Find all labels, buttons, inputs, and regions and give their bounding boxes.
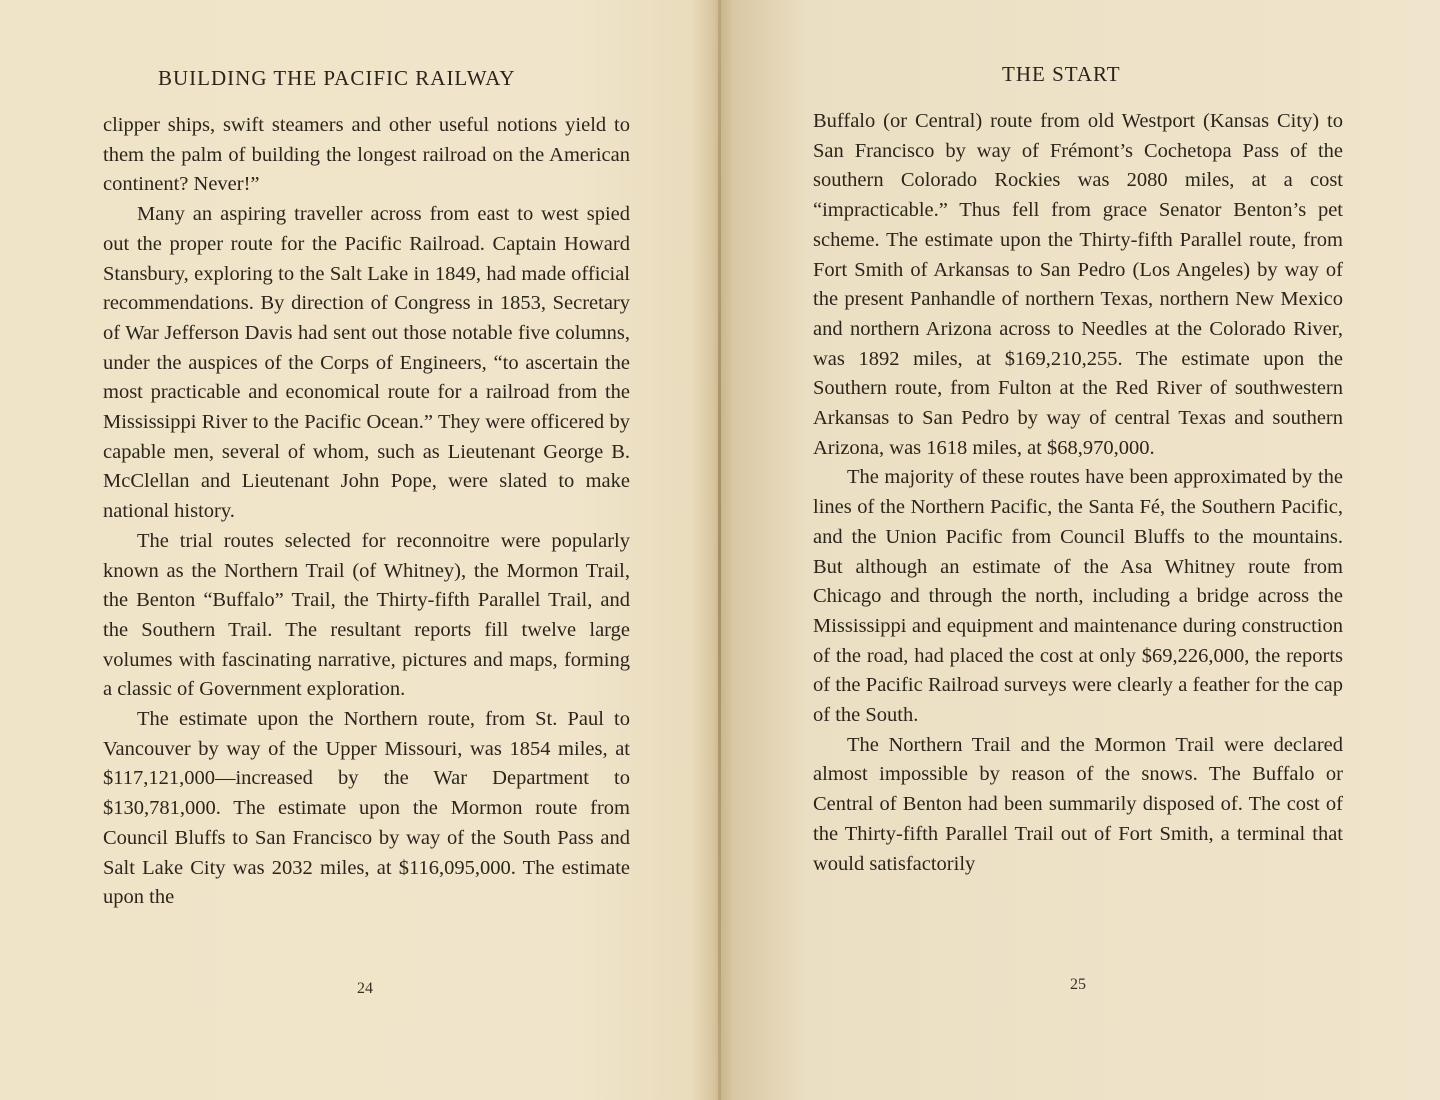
left-paragraph-1: clipper ships, swift steamers and other useful notions yield to them the palm of building the longest railroad on the American continent? Never!” xyxy=(103,114,630,196)
left-paragraph-4: The estimate upon the Northern route, from St. Paul to Vancouver by way of the Upper Missouri, was 1854 miles, at $117,121,000—increased by the War Department to $130,781,000. The estimate upon the Mormon route from Council Bluffs to San Francisco by way of the South Pass and Salt Lake City was 2032 miles, at $116,095,000. The estimate upon the xyxy=(103,708,630,909)
left-paragraph-3: The trial routes selected for reconnoitre were popularly known as the Northern Trail (of Whitney), the Mormon Trail, the Benton “Buffalo” Trail, the Thirty-fifth Parallel Trail, and the Southern Trail. The resultant reports fill twelve large volumes with fascinating narrative, pictures and maps, forming a classic of Government exploration. xyxy=(103,529,630,701)
left-body-text xyxy=(103,111,630,913)
right-paragraph-3: The Northern Trail and the Mormon Trail were declared almost impossible by reason of the snows. The Buffalo or Central of Benton had been summarily disposed of. The cost of the Thirty-fifth Parallel Trail out of Fort Smith, a terminal that would satisfactorily xyxy=(813,733,1343,875)
left-paragraph-2: Many an aspiring traveller across from east to west spied out the proper route for the Pacific Railroad. Captain Howard Stansbury, exploring to the Salt Lake in 1849, had made official recommendations. By direction of Congress in 1853, Secretary of War Jefferson Davis had sent out those notable five columns, under the auspices of the Corps of Engineers, “to ascertain the most practicable and economical route for a railroad from the Mississippi River to the Pacific Ocean.” They were officered by capable men, several of whom, such as Lieutenant George B. McClellan and Lieutenant John Pope, were slated to make national history. xyxy=(103,203,630,523)
right-paragraph-1: Buffalo (or Central) route from old Westport (Kansas City) to San Francisco by way of Frémont’s Cochetopa Pass of the southern Colorado Rockies was 2080 miles, at a cost “impracticable.” Thus fell from grace Senator Benton’s pet scheme. The estimate upon the Thirty-fifth Parallel route, from Fort Smith of Arkansas to San Pedro (Los Angeles) by way of the present Panhandle of northern Texas, northern New Mexico and northern Arizona across to Needles at the Colorado River, was 1892 miles, at $169,210,255. The estimate upon the Southern route, from Fulton at the Red River of southwestern Arkansas to San Pedro by way of central Texas and southern Arizona, was 1618 miles, at $68,970,000. xyxy=(813,110,1343,459)
right-page xyxy=(722,0,1440,1100)
right-page-number: 25 xyxy=(1070,976,1086,993)
right-body-text xyxy=(813,107,1343,879)
right-running-head: THE START xyxy=(1002,62,1121,86)
left-running-head: BUILDING THE PACIFIC RAILWAY xyxy=(158,66,516,90)
book-gutter xyxy=(718,0,721,1100)
left-page-number: 24 xyxy=(357,980,373,997)
right-paragraph-2: The majority of these routes have been approximated by the lines of the Northern Pacific, the Santa Fé, the Southern Pacific, and the Union Pacific from Council Bluffs to the mountains. But although an estimate of the Asa Whitney route from Chicago and through the north, including a bridge across the Mississippi and equipment and maintenance during construction of the road, had placed the cost at only $69,226,000, the reports of the Pacific Railroad surveys were clearly a feather for the cap of the South. xyxy=(813,466,1343,727)
